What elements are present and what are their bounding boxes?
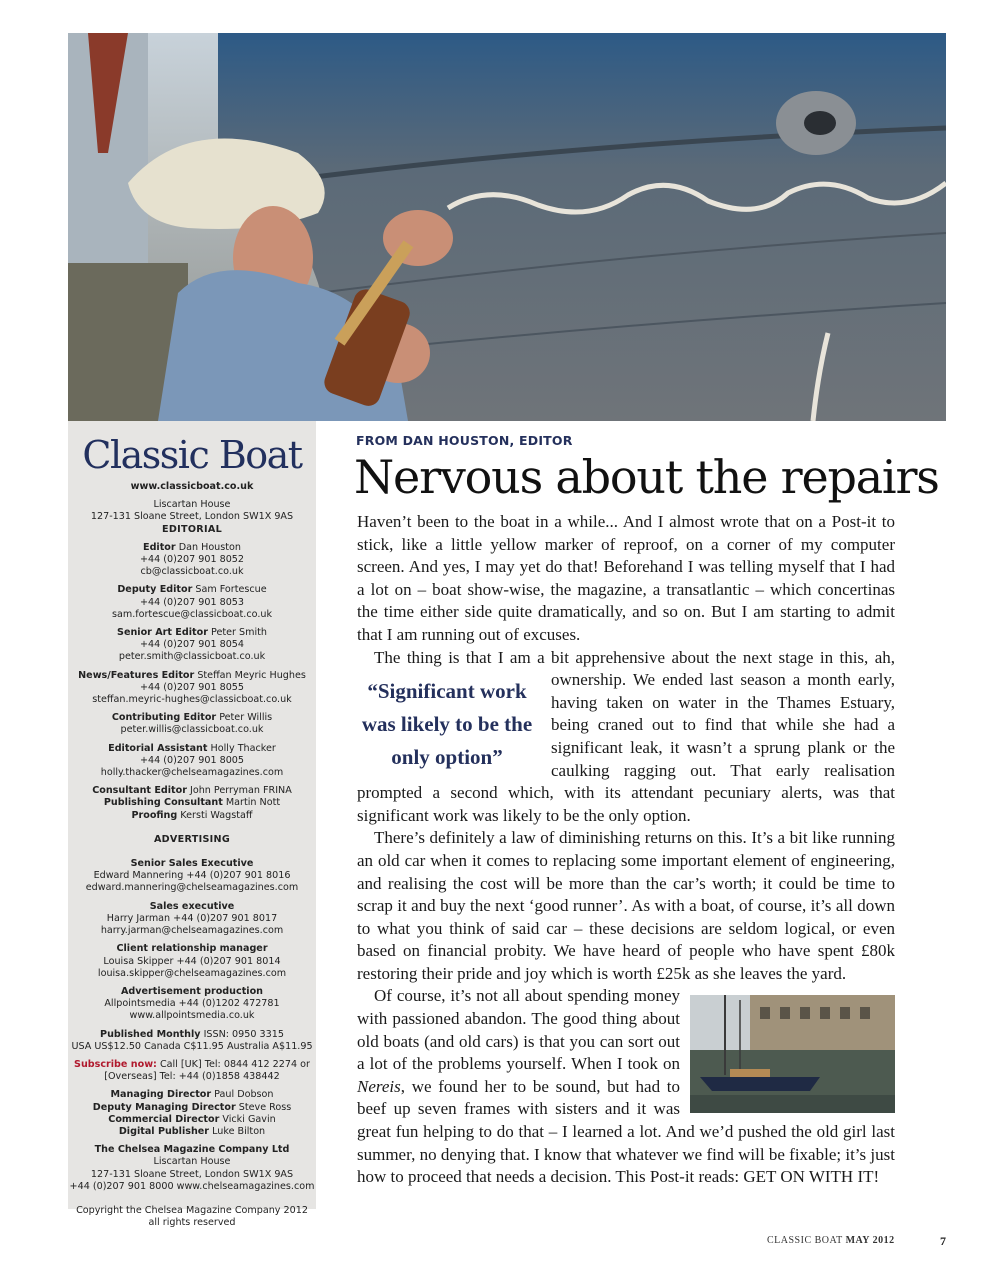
website-link[interactable]: www.classicboat.co.uk: [130, 481, 254, 492]
management-role: Digital Publisher: [118, 1125, 210, 1137]
staff-role: Deputy Editor: [117, 584, 193, 596]
staff-email[interactable]: cb@classicboat.co.uk: [140, 566, 244, 578]
subscribe-phone-overseas: [Overseas] Tel: +44 (0)1858 438442: [104, 1071, 280, 1083]
staff-entry: [68, 584, 316, 621]
staff-name: Sam Fortescue: [195, 584, 267, 596]
subscribe-phone: Call [UK] Tel: 0844 412 2274 or: [159, 1058, 310, 1070]
management-name: Steve Ross: [238, 1101, 292, 1113]
staff-name: John Perryman FRINA: [190, 785, 292, 797]
staff-role: Consultant Editor: [92, 785, 187, 797]
management-entry: [68, 1089, 316, 1101]
page-number: 7: [940, 1234, 946, 1248]
copyright: Copyright the Chelsea Magazine Company 2012: [76, 1204, 308, 1216]
staff-name: Steffan Meyric Hughes: [197, 669, 306, 681]
staff-role: Senior Art Editor: [117, 627, 208, 639]
staff-role: Editor: [143, 541, 176, 553]
ad-entry: [68, 986, 316, 1023]
ad-contact: Harry Jarman +44 (0)207 901 8017: [106, 912, 278, 924]
staff-phone: +44 (0)207 901 8005: [139, 754, 245, 766]
staff-name: Martin Nott: [225, 797, 281, 809]
management-role: Deputy Managing Director: [92, 1101, 236, 1113]
staff-role: Proofing: [131, 809, 178, 821]
editorial-heading: EDITORIAL: [162, 523, 222, 535]
subscribe-line: [68, 1059, 316, 1071]
staff-entry: [68, 670, 316, 707]
copyright: all rights reserved: [148, 1217, 236, 1229]
company-address: 127-131 Sloane Street, London SW1X 9AS: [90, 1168, 294, 1180]
management-role: Managing Director: [110, 1089, 212, 1101]
staff-entry: [68, 797, 316, 809]
paragraph: [357, 647, 895, 828]
ad-email[interactable]: harry.jarman@chelseamagazines.com: [100, 925, 284, 937]
ad-entry: [68, 901, 316, 938]
advertising-heading: ADVERTISING: [153, 833, 231, 845]
staff-entry: [68, 810, 316, 822]
folio-issue: MAY 2012: [845, 1235, 895, 1246]
staff-email[interactable]: peter.smith@classicboat.co.uk: [118, 651, 266, 663]
photo-man-caulking-hull-icon: [68, 33, 946, 421]
company-address: Liscartan House: [153, 1156, 231, 1168]
inset-photo: [690, 995, 895, 1113]
staff-role: News/Features Editor: [78, 669, 195, 681]
staff-entry: [68, 743, 316, 780]
boat-name: Nereis: [357, 1076, 401, 1096]
published-label: Published Monthly: [100, 1028, 201, 1040]
staff-entry: [68, 712, 316, 736]
issn: ISSN: 0950 3315: [203, 1028, 284, 1040]
management-name: Paul Dobson: [214, 1089, 274, 1101]
management-role: Commercial Director: [108, 1113, 220, 1125]
pull-quote: “Significant work was likely to be the only option”: [361, 679, 533, 770]
paragraph: [357, 985, 895, 1188]
management-name: Luke Bilton: [212, 1125, 266, 1137]
ad-website[interactable]: www.allpointsmedia.co.uk: [129, 1010, 255, 1022]
management-entry: [68, 1126, 316, 1138]
ad-email[interactable]: louisa.skipper@chelseamagazines.com: [97, 967, 287, 979]
staff-email[interactable]: steffan.meyric-hughes@classicboat.co.uk: [92, 694, 292, 706]
folio: [767, 1235, 895, 1246]
staff-entry: [68, 627, 316, 664]
ad-contact: Edward Mannering +44 (0)207 901 8016: [93, 870, 291, 882]
ad-entry: [68, 943, 316, 980]
management-name: Vicki Gavin: [222, 1113, 276, 1125]
address-line: 127-131 Sloane Street, London SW1X 9AS: [90, 511, 294, 523]
classic-boat-logo: Classic Boat: [82, 433, 302, 477]
subscribe-label: Subscribe now:: [74, 1058, 157, 1070]
staff-name: Dan Houston: [178, 541, 241, 553]
ad-role: Senior Sales Executive: [130, 858, 254, 870]
address-line: Liscartan House: [153, 499, 231, 511]
staff-name: Peter Willis: [219, 712, 273, 724]
staff-email[interactable]: peter.willis@classicboat.co.uk: [120, 724, 264, 736]
article-headline: Nervous about the repairs: [354, 450, 939, 504]
ad-email[interactable]: edward.mannering@chelseamagazines.com: [85, 882, 299, 894]
hero-photo: [68, 33, 946, 421]
photo-yacht-in-marina-icon: [690, 995, 895, 1113]
paragraph-lead: The thing is that I am a bit apprehensive about the next stage in this,: [374, 647, 869, 667]
staff-email[interactable]: holly.thacker@chelseamagazines.com: [100, 767, 284, 779]
staff-entry: [68, 542, 316, 579]
ad-role: Advertisement production: [120, 985, 263, 997]
staff-name: Kersti Wagstaff: [180, 809, 253, 821]
published-line: [68, 1029, 316, 1041]
staff-phone: +44 (0)207 901 8052: [139, 554, 245, 566]
paragraph-text: , we found her to be sound, but had to beef up seven frames with sisters and it was great fun helping to do that – I learned a lot. And we’d pushed the old girl last summer, no denying that. I know that whatever we find will be fixable; it’s just how to proceed that needs a decision. This Post-it reads: GET ON WITH IT!: [357, 1076, 895, 1187]
ad-role: Client relationship manager: [116, 943, 268, 955]
article-kicker: FROM DAN HOUSTON, EDITOR: [356, 433, 573, 448]
management-entry: [68, 1114, 316, 1126]
company-contact: +44 (0)207 901 8000 www.chelseamagazines.com: [69, 1180, 315, 1192]
prices: USA US$12.50 Canada C$11.95 Australia A$11.95: [71, 1040, 313, 1052]
paragraph-text: ah, ownership. We ended last season a month early, having taken on water in the Thames Estuary, being craned out to find that while she had a significant leak, it wasn’t a sprung plank or the caulking ragging out. That early realisation prompted a second which, with its attendant pecuniary alerts, was that significant work was likely to be the only option.: [357, 647, 896, 825]
staff-role: Editorial Assistant: [108, 742, 208, 754]
staff-name: Peter Smith: [211, 627, 267, 639]
ad-entry: [68, 858, 316, 895]
staff-role: Publishing Consultant: [103, 797, 223, 809]
masthead-sidebar: [68, 421, 316, 1229]
staff-name: Holly Thacker: [210, 742, 276, 754]
staff-entry: [68, 785, 316, 797]
staff-phone: +44 (0)207 901 8054: [139, 639, 245, 651]
paragraph: There’s definitely a law of diminishing returns on this. It’s a bit like running an old car when it comes to replacing some important element of engineering, and realising the cost will be more than the car’s worth; it could be time to scrap it and buy the next ‘good runner’. As with a boat, of course, it’s all down to what you think of said car – these decisions are seldom logical, or even based on financial probity. We have heard of people who have spent £80k restoring their pride and joy which is worth £25k as she leaves the yard.: [357, 828, 895, 983]
ad-contact: Allpointsmedia +44 (0)1202 472781: [104, 998, 280, 1010]
paragraph: Haven’t been to the boat in a while... And I almost wrote that on a Post-it to stick, like a little yellow marker of reproof, on a corner of my computer screen. And yes, I may yet do that! Beforehand I was telling myself that I had a lot on – boat show-wise, the magazine, a transatlantic – which concertinas the time either side quite dramatically, and so on. But I am starting to admit that I am running out of excuses.: [357, 512, 895, 644]
paragraph-text: Of course, it’s not all about spending money with passioned abandon. The good thing about old boats (and old cars) is that you can sort out a lot of the problems yourself. When I took on: [357, 986, 680, 1074]
staff-phone: +44 (0)207 901 8053: [139, 596, 245, 608]
folio-magazine: CLASSIC BOAT: [767, 1235, 843, 1246]
staff-email[interactable]: sam.fortescue@classicboat.co.uk: [111, 608, 273, 620]
article-body: [357, 511, 895, 1189]
staff-phone: +44 (0)207 901 8055: [139, 681, 245, 693]
ad-role: Sales executive: [149, 900, 235, 912]
company-name: The Chelsea Magazine Company Ltd: [94, 1144, 290, 1156]
staff-role: Contributing Editor: [111, 712, 217, 724]
management-entry: [68, 1102, 316, 1114]
ad-contact: Louisa Skipper +44 (0)207 901 8014: [103, 955, 281, 967]
